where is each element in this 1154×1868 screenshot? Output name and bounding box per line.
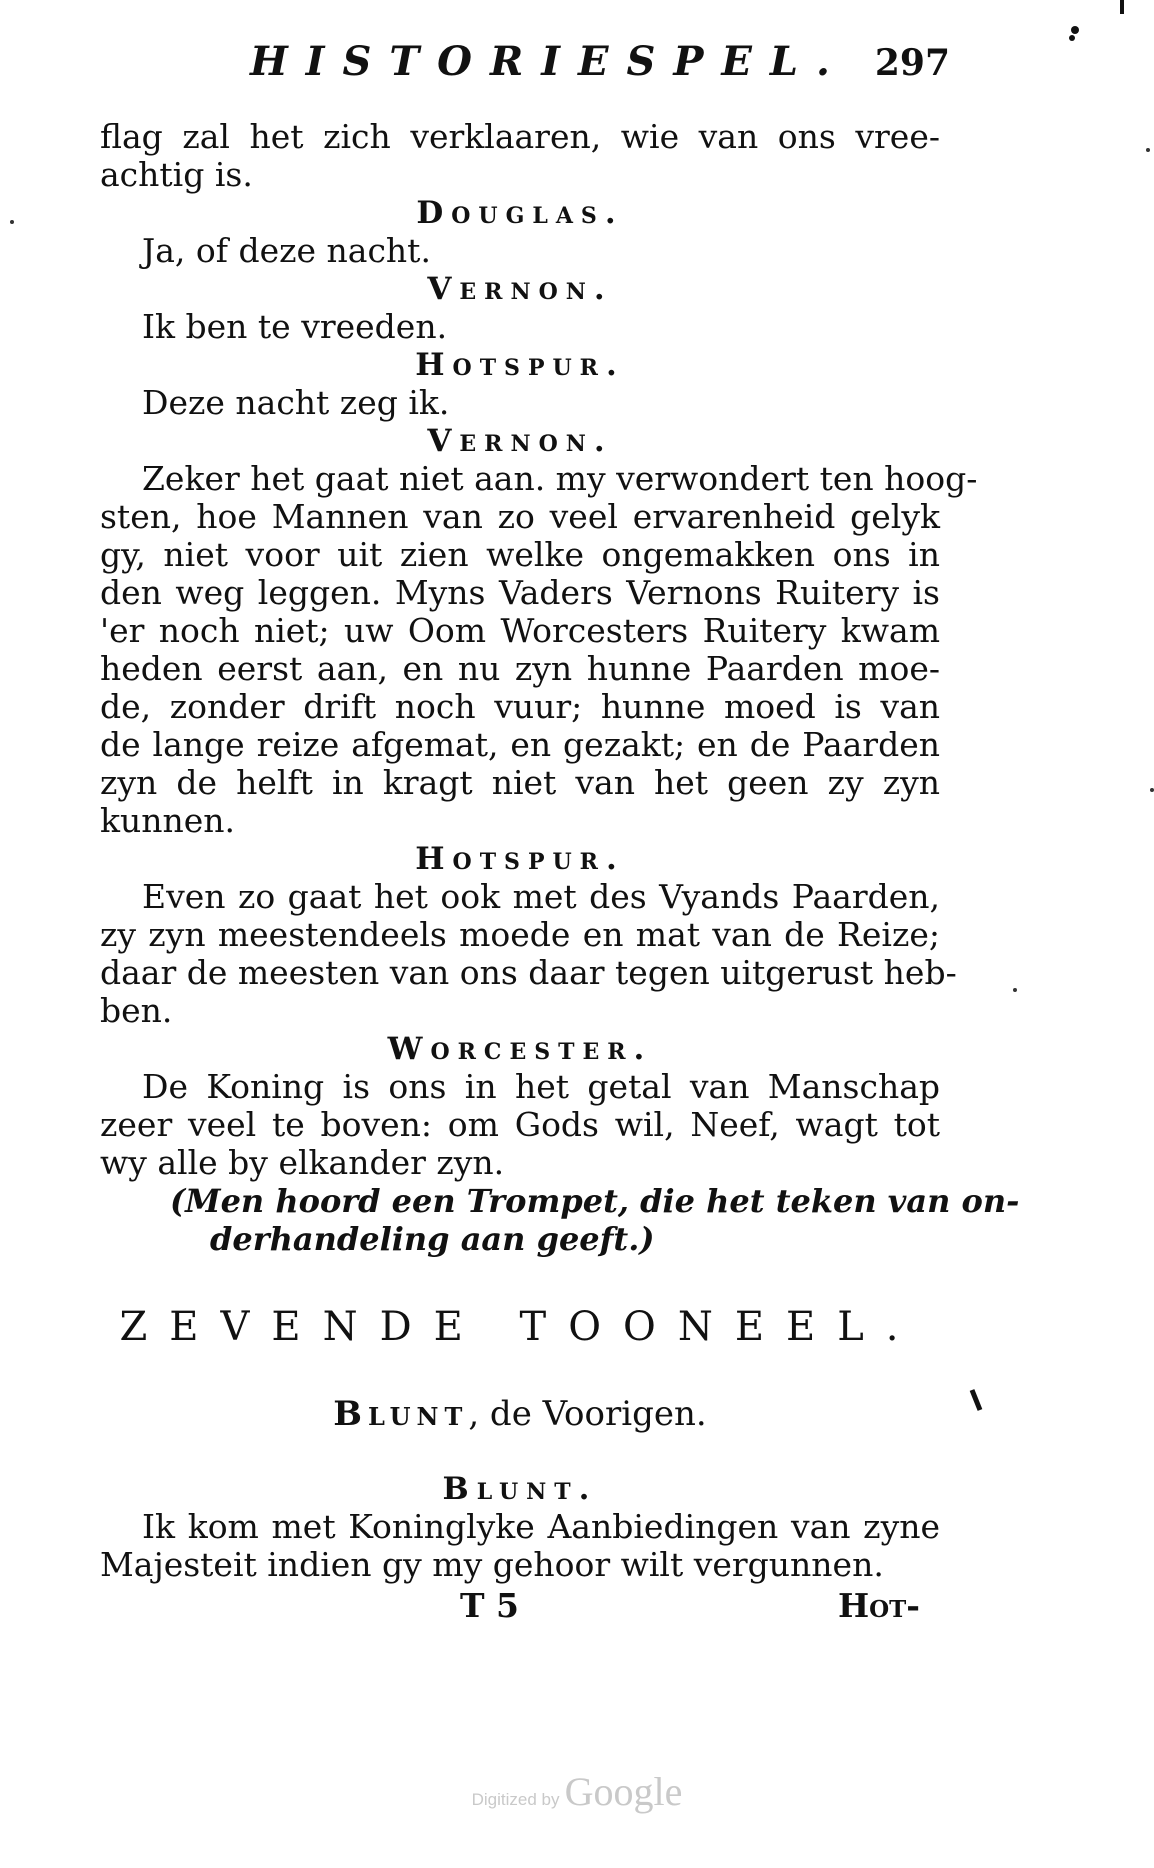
stage-direction: (Men hoord een Trompet, die het teken van on- <box>170 1182 1020 1220</box>
text-line: zeer veel te boven: om Gods wil, Neef, wagt tot <box>100 1105 940 1144</box>
speaker-name: Worcester. <box>387 1031 653 1067</box>
text-line: daar de meesten van ons daar tegen uitgerust heb- <box>100 953 957 992</box>
speck <box>972 1390 980 1410</box>
speaker-name: Vernon. <box>427 423 613 459</box>
speaker-name: Hotspur. <box>415 347 625 383</box>
text-line: De Koning is ons in het getal van Manschap <box>142 1067 940 1106</box>
text-line: Even zo gaat het ook met des Vyands Paarden, <box>142 877 940 916</box>
text-line: de lange reize afgemat, en gezakt; en de Paarden <box>100 725 940 764</box>
scene-title: ZEVENDE TOONEEL. <box>119 1304 921 1350</box>
text-line: gy, niet voor uit zien welke ongemakken ons in <box>100 535 940 574</box>
text-line: sten, hoe Mannen van zo veel ervarenheid gelyk <box>100 497 940 536</box>
speck <box>1146 148 1150 152</box>
text-line: flag zal het zich verklaaren, wie van ons vree- <box>100 117 940 156</box>
text-line: zy zyn meestendeels moede en mat van de Reize; <box>100 915 940 954</box>
digitized-watermark <box>0 1768 1154 1815</box>
text-line: Ja, of deze nacht. <box>142 231 431 270</box>
text-line: kunnen. <box>100 801 236 840</box>
watermark-prefix: Digitized by <box>471 1790 560 1809</box>
speck <box>10 220 14 224</box>
text-line: achtig is. <box>100 155 253 194</box>
characters-rest: , de Voorigen. <box>468 1394 707 1434</box>
text-line: Deze nacht zeg ik. <box>142 383 450 422</box>
running-title: HISTORIESPEL. <box>250 38 848 85</box>
text-line: Zeker het gaat niet aan. my verwondert ten hoog- <box>142 459 978 498</box>
speaker-name: Hotspur. <box>415 841 625 877</box>
signature-mark: T 5 <box>460 1586 520 1625</box>
speaker-name: Blunt. <box>442 1471 598 1507</box>
text-line: Ik ben te vreeden. <box>142 307 448 346</box>
speck <box>1150 788 1154 792</box>
text-line: wy alle by elkander zyn. <box>100 1143 505 1182</box>
google-logo: Google <box>564 1769 683 1814</box>
page-number: 297 <box>874 42 950 84</box>
text-line: den weg leggen. Myns Vaders Vernons Ruitery is <box>100 573 940 612</box>
catchword: Hot- <box>837 1586 920 1625</box>
text-line: de, zonder drift noch vuur; hunne moed is van <box>100 687 940 726</box>
speck <box>1120 0 1124 14</box>
text-line: heden eerst aan, en nu zyn hunne Paarden moe- <box>100 649 940 688</box>
text-line: Ik kom met Koninglyke Aanbiedingen van zyne <box>142 1507 940 1546</box>
text-line: 'er noch niet; uw Oom Worcesters Ruitery kwam <box>100 611 940 650</box>
speaker-name: Douglas. <box>416 195 624 231</box>
speck <box>1069 35 1075 41</box>
speaker-name: Vernon. <box>427 271 613 307</box>
text-line: ben. <box>100 991 173 1030</box>
speck <box>1071 26 1079 34</box>
text-line: zyn de helft in kragt niet van het geen zy zyn <box>100 763 940 802</box>
stage-direction: derhandeling aan geeft.) <box>210 1220 655 1258</box>
speck <box>1013 988 1017 992</box>
character-name: Blunt <box>333 1394 469 1434</box>
text-line: Majesteit indien gy my gehoor wilt vergunnen. <box>100 1545 884 1584</box>
